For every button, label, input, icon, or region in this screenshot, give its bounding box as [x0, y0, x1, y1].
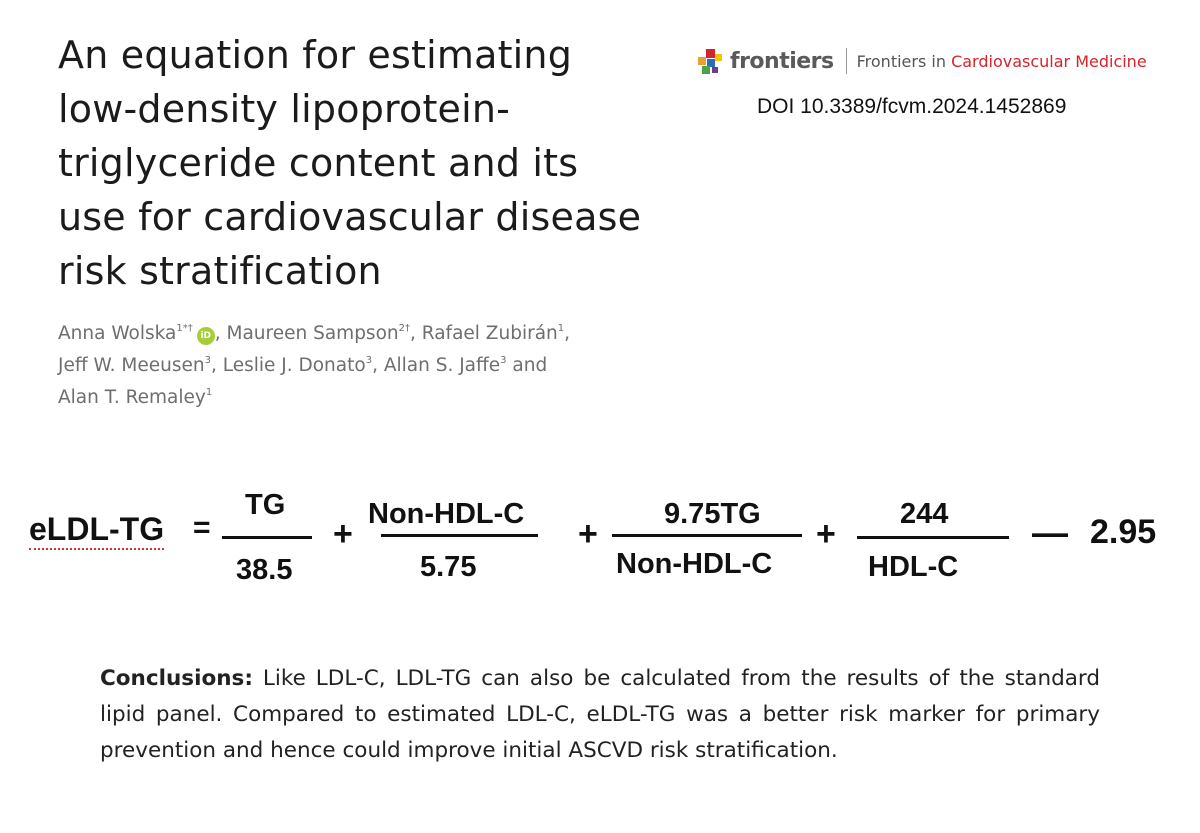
term4-denominator: HDL-C	[868, 551, 959, 583]
title-line: use for cardiovascular disease	[58, 195, 642, 239]
journal-name	[857, 52, 1147, 71]
fraction-bar	[381, 534, 538, 537]
affiliation-mark: 3	[365, 355, 373, 366]
author-name: Alan T. Remaley	[58, 387, 206, 408]
author-name: Maureen Sampson	[226, 323, 399, 344]
orcid-icon[interactable]: iD	[197, 327, 215, 345]
author-list	[58, 318, 698, 414]
title-line: triglyceride content and its	[58, 141, 579, 185]
minus-sign: —	[1032, 512, 1068, 553]
term1-numerator: TG	[245, 489, 286, 521]
term3-numerator: 9.75TG	[664, 498, 761, 530]
paper-title	[58, 28, 718, 298]
plus-sign: +	[816, 515, 836, 553]
brand-divider	[846, 48, 847, 74]
author-separator: ,	[372, 355, 384, 376]
author-name: Rafael Zubirán	[421, 323, 558, 344]
term3-denominator: Non-HDL-C	[616, 548, 773, 580]
equation-lhs: eLDL-TG	[29, 511, 164, 550]
affiliation-mark: 2†	[398, 323, 410, 334]
term4-numerator: 244	[900, 498, 949, 530]
doi-text[interactable]: DOI 10.3389/fcvm.2024.1452869	[757, 95, 1067, 118]
author-separator: ,	[410, 323, 422, 344]
affiliation-mark: 1	[557, 323, 565, 334]
title-line: low-density lipoprotein-	[58, 87, 511, 131]
affiliation-mark: 3	[500, 355, 507, 366]
journal-accent-name: Cardiovascular Medicine	[951, 51, 1147, 71]
term2-numerator: Non-HDL-C	[368, 498, 525, 530]
author-name: Allan S. Jaffe	[383, 355, 501, 376]
term1-denominator: 38.5	[236, 554, 293, 586]
title-line: risk stratification	[58, 249, 382, 293]
author-name: Jeff W. Meeusen	[58, 355, 205, 376]
affiliation-mark: 1*†	[176, 323, 193, 334]
plus-sign: +	[578, 515, 598, 553]
equals-sign: =	[193, 511, 211, 544]
equation-constant: 2.95	[1090, 513, 1157, 551]
conclusions-paragraph	[100, 661, 1100, 769]
fraction-bar	[222, 536, 312, 539]
conclusions-label: Conclusions:	[100, 666, 253, 691]
frontiers-logo-icon	[698, 47, 724, 75]
frontiers-wordmark: frontiers	[730, 48, 834, 74]
plus-sign: +	[333, 515, 353, 553]
author-separator: ,	[214, 323, 227, 344]
affiliation-mark: 3	[204, 355, 211, 366]
journal-prefix: Frontiers in	[856, 51, 952, 71]
title-line: An equation for estimating	[58, 33, 573, 77]
author-separator: ,	[564, 323, 571, 344]
fraction-bar	[857, 536, 1009, 539]
affiliation-mark: 1	[205, 387, 213, 398]
journal-brand[interactable]	[698, 44, 1168, 78]
fraction-bar	[612, 534, 802, 537]
term2-denominator: 5.75	[420, 551, 477, 583]
author-separator: and	[506, 355, 548, 376]
author-separator: ,	[210, 355, 223, 376]
author-name: Anna Wolska	[58, 323, 177, 344]
author-name: Leslie J. Donato	[222, 355, 366, 376]
conclusions-text: Like LDL-C, LDL-TG can also be calculated from the results of the standard lipid panel. Compared to estimated LDL-C, eLDL-TG was a better risk marker for primary prevention and hence could improve initial ASCVD risk stratification.	[100, 666, 1100, 763]
